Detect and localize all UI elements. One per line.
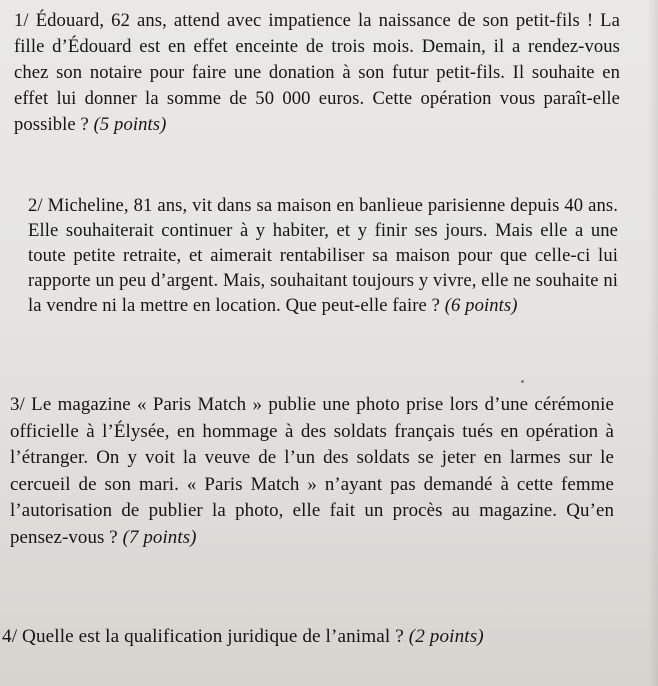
question-3-text: 3/ Le magazine « Paris Match » publie une photo prise lors d’une cérémonie officielle à l’Élysée, en hommage à des soldats français tués en opération à l’étranger. On y voit la veuve de l’un des soldats se jeter en larmes sur le cercueil de son mari. « Paris Match » n’ayant pas demandé à cette femme l’autorisation de publier la photo, elle fait un procès au magazine. Qu’en pensez-vous ? <box>10 394 614 548</box>
question-2 <box>28 193 618 318</box>
question-4-text: 4/ Quelle est la qualification juridique de l’animal ? <box>2 626 404 647</box>
question-4-points: (2 points) <box>408 626 484 647</box>
paper-speck <box>521 380 524 383</box>
question-3-points: (7 points) <box>122 526 197 548</box>
question-1-points: (5 points) <box>93 114 167 135</box>
question-2-points: (6 points) <box>444 295 518 316</box>
question-2-text: 2/ Micheline, 81 ans, vit dans sa maison en banlieue parisienne depuis 40 ans. Elle souhaiterait continuer à y habiter, et y finir ses jours. Mais elle a une toute petite retraite, et aimerait rentabiliser sa maison pour que celle-ci lui rapporte un peu d’argent. Mais, souhaitant toujours y vivre, elle ne souhaite ni la vendre ni la mettre en location. Que peut-elle faire ? <box>28 195 618 316</box>
question-1-text: 1/ Édouard, 62 ans, attend avec impatience la naissance de son petit-fils ! La fille d’Édouard est en effet enceinte de trois mois. Demain, il a rendez-vous chez son notaire pour faire une donation à son futur petit-fils. Il souhaite en effet lui donner la somme de 50 000 euros. Cette opération vous paraît-elle possible ? <box>14 10 620 135</box>
question-3 <box>10 392 614 551</box>
page-edge-shadow <box>648 0 658 686</box>
question-1 <box>14 8 620 138</box>
question-4 <box>2 624 622 650</box>
